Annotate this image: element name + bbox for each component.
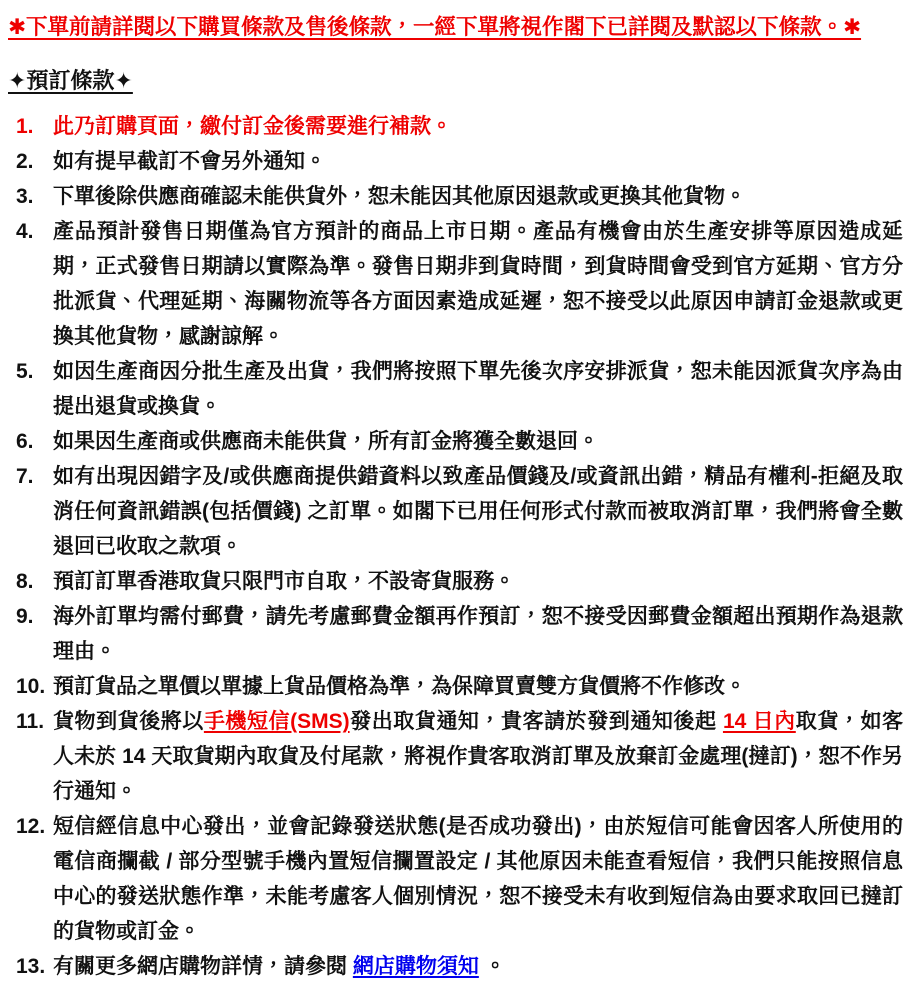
term-number: 6. (16, 430, 34, 453)
term-item-11 (8, 704, 903, 809)
term-number: 8. (16, 570, 34, 593)
term-item-7 (8, 459, 903, 564)
top-notice-text: ✱下單前請詳閱以下購買條款及售後條款，一經下單將視作閣下已詳閱及默認以下條款。✱ (8, 15, 862, 39)
term-number: 5. (16, 360, 34, 383)
term-number: 2. (16, 150, 34, 173)
shop-notice-link[interactable]: 網店購物須知 (352, 955, 479, 978)
term-text: 如因生產商因分批生產及出貨，我們將按照下單先後次序安排派貨，恕未能因派貨次序為由提出退貨或換貨。 (53, 360, 903, 418)
term-item-5 (8, 354, 903, 424)
term-number: 7. (16, 465, 34, 488)
term-text-segment: 有關更多網店購物詳情，請參閱 (53, 955, 353, 978)
term-text: 如果因生產商或供應商未能供貨，所有訂金將獲全數退回。 (53, 430, 599, 453)
term-number: 10. (16, 675, 46, 698)
term-number: 1. (16, 115, 34, 138)
term-text: 下單後除供應商確認未能供貨外，恕未能因其他原因退款或更換其他貨物。 (53, 185, 746, 208)
term-text-segment: 貨物到貨後將以 (53, 710, 204, 733)
term-item-9 (8, 599, 903, 669)
term-item-4 (8, 214, 903, 354)
term-number: 13. (16, 955, 46, 978)
term-text (53, 955, 506, 978)
term-text: 預訂貨品之單價以單據上貨品價格為準，為保障買賣雙方貨價將不作修改。 (53, 675, 746, 698)
term-text: 如有出現因錯字及/或供應商提供錯資料以致產品價錢及/或資訊出錯，精品有權利-拒絕及取消任何資訊錯誤(包括價錢) 之訂單。如閣下已用任何形式付款而被取消訂單，我們將會全數退回已收取之款項。 (53, 465, 903, 558)
term-number: 12. (16, 815, 46, 838)
pickup-days-highlight: 14 日內 (722, 710, 796, 733)
terms-list (8, 109, 903, 984)
term-text (53, 710, 903, 803)
term-number: 11. (16, 710, 45, 733)
term-number: 4. (16, 220, 34, 243)
term-item-6 (8, 424, 903, 459)
term-item-1 (8, 109, 903, 144)
term-text: 如有提早截訂不會另外通知。 (53, 150, 326, 173)
term-number: 9. (16, 605, 34, 628)
term-text-segment: 取貨，如客人未於 14 天取貨期內取貨及付尾款，將視作貴客取消訂單及放棄訂金處理(撻訂)，恕不作另行通知。 (53, 710, 904, 803)
term-text: 產品預計發售日期僅為官方預計的商品上市日期。產品有機會由於生產安排等原因造成延期，正式發售日期請以實際為準。發售日期非到貨時間，到貨時間會受到官方延期、官方分批派貨、代理延期、海關物流等各方面因素造成延遲，恕不接受以此原因申請訂金退款或更換其他貨物，感謝諒解。 (53, 220, 903, 348)
top-notice (8, 12, 903, 42)
term-item-8 (8, 564, 903, 599)
term-number: 3. (16, 185, 34, 208)
term-item-3 (8, 179, 903, 214)
section-title: ✦預訂條款✦ (8, 68, 133, 93)
term-text: 預訂訂單香港取貨只限門市自取，不設寄貨服務。 (53, 570, 515, 593)
term-item-10 (8, 669, 903, 704)
term-text-segment: 。 (478, 955, 506, 978)
term-item-12 (8, 809, 903, 949)
term-text: 海外訂單均需付郵費，請先考慮郵費金額再作預訂，恕不接受因郵費金額超出預期作為退款理由。 (53, 605, 903, 663)
sms-highlight: 手機短信(SMS) (203, 710, 350, 733)
term-item-2 (8, 144, 903, 179)
term-text-segment: 發出取貨通知，貴客請於發到通知後起 (349, 710, 723, 733)
term-text: 短信經信息中心發出，並會記錄發送狀態(是否成功發出)，由於短信可能會因客人所使用的電信商攔截 / 部分型號手機內置短信攔置設定 / 其他原因未能查看短信，我們只能按照信息中心的發送狀態作準，未能考慮客人個別情況，恕不接受未有收到短信為由要求取回已撻訂的貨物或訂金。 (53, 815, 903, 943)
term-item-13 (8, 949, 903, 984)
term-text: 此乃訂購頁面，繳付訂金後需要進行補款。 (53, 115, 452, 138)
